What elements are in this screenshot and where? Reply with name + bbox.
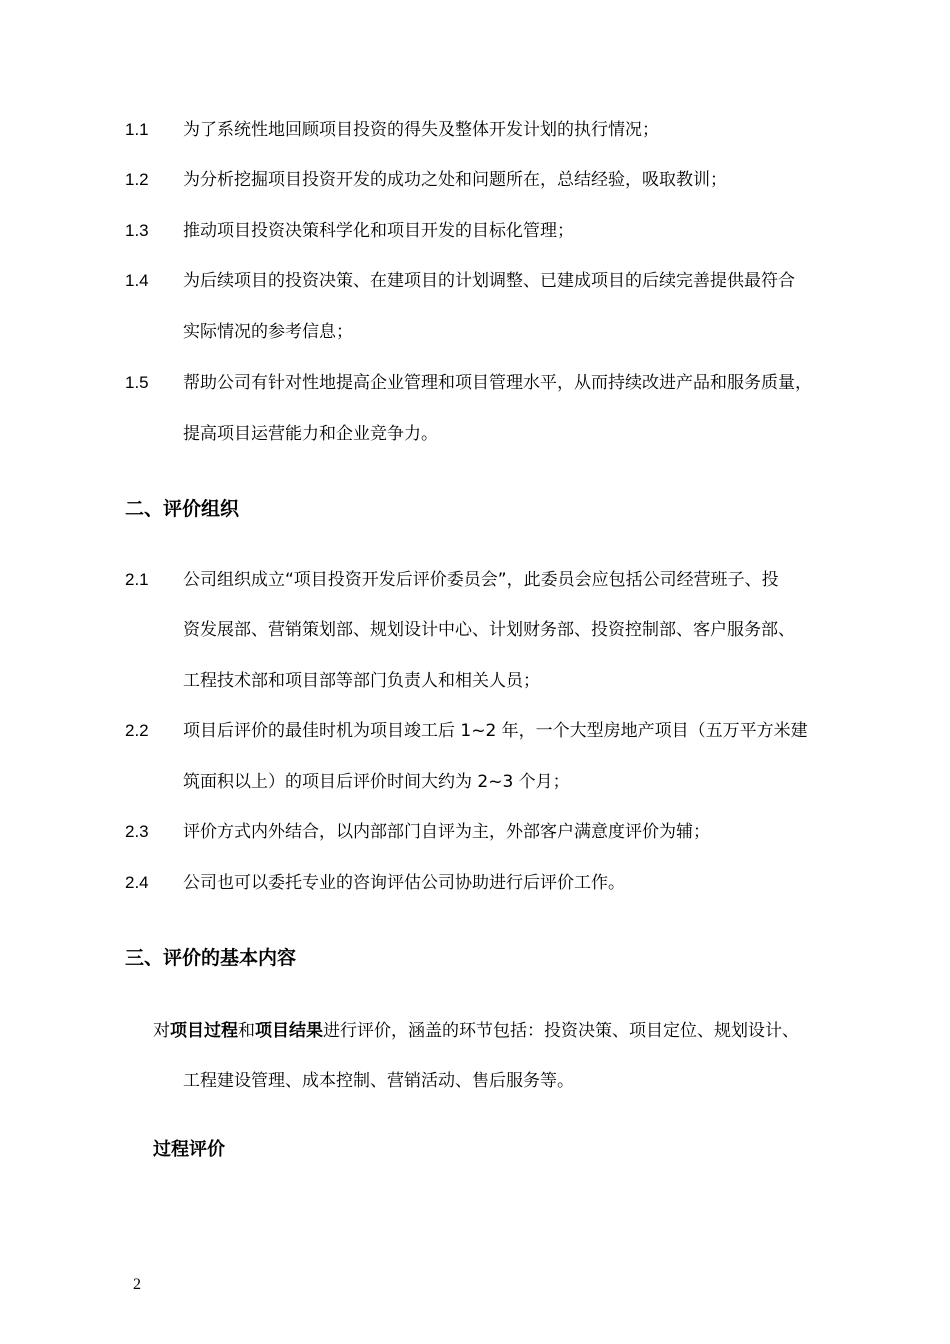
item-text: 工程技术部和项目部等部门负责人和相关人员； <box>183 671 540 691</box>
intro-text: 和 <box>238 1021 255 1041</box>
item-text: 提高项目运营能力和企业竞争力。 <box>183 424 438 444</box>
item-number: 2.1 <box>125 570 149 589</box>
intro-text: 对 <box>153 1021 170 1041</box>
item-text: 帮助公司有针对性地提高企业管理和项目管理水平，从而持续改进产品和服务质量， <box>183 373 812 393</box>
item-text: 项目后评价的最佳时机为项目竣工后 1~2 年，一个大型房地产项目（五万平方米建 <box>183 721 808 741</box>
item-number: 1.4 <box>125 271 149 290</box>
item-number: 1.3 <box>125 221 149 240</box>
section-heading: 三、评价的基本内容 <box>125 947 297 969</box>
intro-paragraph <box>153 1018 799 1044</box>
item-number: 1.1 <box>125 120 149 139</box>
intro-text: 进行评价，涵盖的环节包括：投资决策、项目定位、规划设计、 <box>323 1021 799 1041</box>
item-number: 1.5 <box>125 373 149 392</box>
item-text: 公司组织成立“项目投资开发后评价委员会”，此委员会应包括公司经营班子、投 <box>183 570 779 590</box>
item-text: 资发展部、营销策划部、规划设计中心、计划财务部、投资控制部、客户服务部、 <box>183 620 795 640</box>
item-number: 2.3 <box>125 822 149 841</box>
item-number: 2.4 <box>125 873 149 892</box>
item-text: 为分析挖掘项目投资开发的成功之处和问题所在，总结经验，吸取教训； <box>183 170 727 190</box>
item-text: 实际情况的参考信息； <box>183 322 353 342</box>
page-number: 2 <box>133 1276 141 1293</box>
bold-term: 项目过程 <box>170 1021 238 1041</box>
sub-heading: 过程评价 <box>153 1139 225 1160</box>
item-text: 推动项目投资决策科学化和项目开发的目标化管理； <box>183 221 574 241</box>
item-text: 为了系统性地回顾项目投资的得失及整体开发计划的执行情况； <box>183 120 659 140</box>
item-number: 1.2 <box>125 170 149 189</box>
intro-paragraph-line2: 工程建设管理、成本控制、营销活动、售后服务等。 <box>183 1071 574 1091</box>
item-number: 2.2 <box>125 721 149 740</box>
bold-term: 项目结果 <box>255 1021 323 1041</box>
item-text: 为后续项目的投资决策、在建项目的计划调整、已建成项目的后续完善提供最符合 <box>183 271 795 291</box>
item-text: 公司也可以委托专业的咨询评估公司协助进行后评价工作。 <box>183 873 625 893</box>
section-heading: 二、评价组织 <box>125 498 240 520</box>
item-text: 筑面积以上）的项目后评价时间大约为 2~3 个月； <box>183 772 570 792</box>
item-text: 评价方式内外结合，以内部部门自评为主，外部客户满意度评价为辅； <box>183 822 710 842</box>
